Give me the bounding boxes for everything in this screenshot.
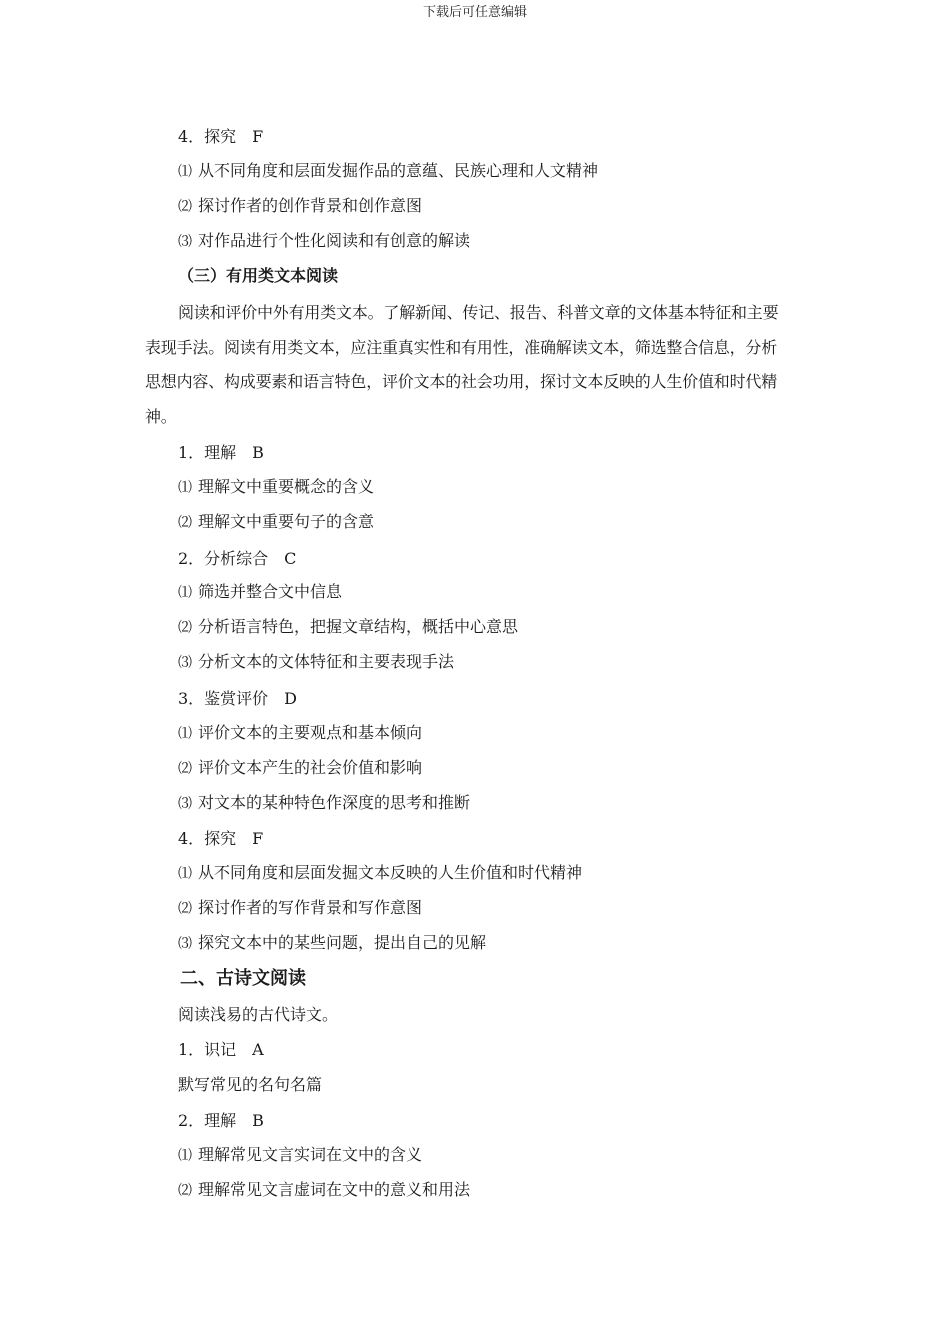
- item-heading: 2．理解 B: [178, 1111, 264, 1130]
- list-item: ⑵ 探讨作者的写作背景和写作意图: [178, 898, 423, 917]
- list-item: ⑵ 理解常见文言虚词在文中的意义和用法: [178, 1180, 471, 1199]
- list-item: ⑶ 分析文本的文体特征和主要表现手法: [178, 652, 455, 671]
- body-text: 阅读浅易的古代诗文。: [178, 1005, 339, 1024]
- item-heading: 2．分析综合 C: [178, 549, 297, 568]
- paragraph-line: 阅读和评价中外有用类文本。了解新闻、传记、报告、科普文章的文体基本特征和主要: [178, 303, 779, 322]
- list-item: ⑵ 理解文中重要句子的含意: [178, 512, 375, 531]
- body-text: 默写常见的名句名篇: [178, 1075, 323, 1094]
- section-subheading: （三）有用类文本阅读: [178, 266, 339, 285]
- list-item: ⑴ 从不同角度和层面发掘文本反映的人生价值和时代精神: [178, 863, 583, 882]
- item-heading: 4．探究 F: [178, 127, 264, 146]
- list-item: ⑶ 对作品进行个性化阅读和有创意的解读: [178, 231, 471, 250]
- list-item: ⑴ 筛选并整合文中信息: [178, 582, 343, 601]
- list-item: ⑵ 评价文本产生的社会价值和影响: [178, 758, 423, 777]
- list-item: ⑵ 探讨作者的创作背景和创作意图: [178, 196, 423, 215]
- intro-paragraph: [145, 296, 787, 434]
- list-item: ⑴ 评价文本的主要观点和基本倾向: [178, 723, 423, 742]
- list-item: ⑵ 分析语言特色，把握文章结构，概括中心意思: [178, 617, 519, 636]
- paragraph-line: 表现手法。阅读有用类文本，应注重真实性和有用性，准确解读文本，筛选整合信息，分析: [145, 337, 778, 357]
- item-heading: 4．探究 F: [178, 829, 264, 848]
- item-heading: 3．鉴赏评价 D: [178, 689, 298, 708]
- section-heading: 二、古诗文阅读: [180, 968, 306, 989]
- item-heading: 1．识记 A: [178, 1040, 264, 1059]
- list-item: ⑶ 探究文本中的某些问题，提出自己的见解: [178, 933, 487, 952]
- list-item: ⑴ 从不同角度和层面发掘作品的意蕴、民族心理和人文精神: [178, 161, 599, 180]
- list-item: ⑴ 理解文中重要概念的含义: [178, 477, 375, 496]
- list-item: ⑴ 理解常见文言实词在文中的含义: [178, 1145, 423, 1164]
- item-heading: 1．理解 B: [178, 443, 264, 462]
- list-item: ⑶ 对文本的某种特色作深度的思考和推断: [178, 793, 471, 812]
- paragraph-line: 神。: [145, 406, 177, 426]
- page-header: 下载后可任意编辑: [422, 5, 527, 20]
- paragraph-line: 思想内容、构成要素和语言特色，评价文本的社会功用，探讨文本反映的人生价值和时代精: [145, 372, 778, 391]
